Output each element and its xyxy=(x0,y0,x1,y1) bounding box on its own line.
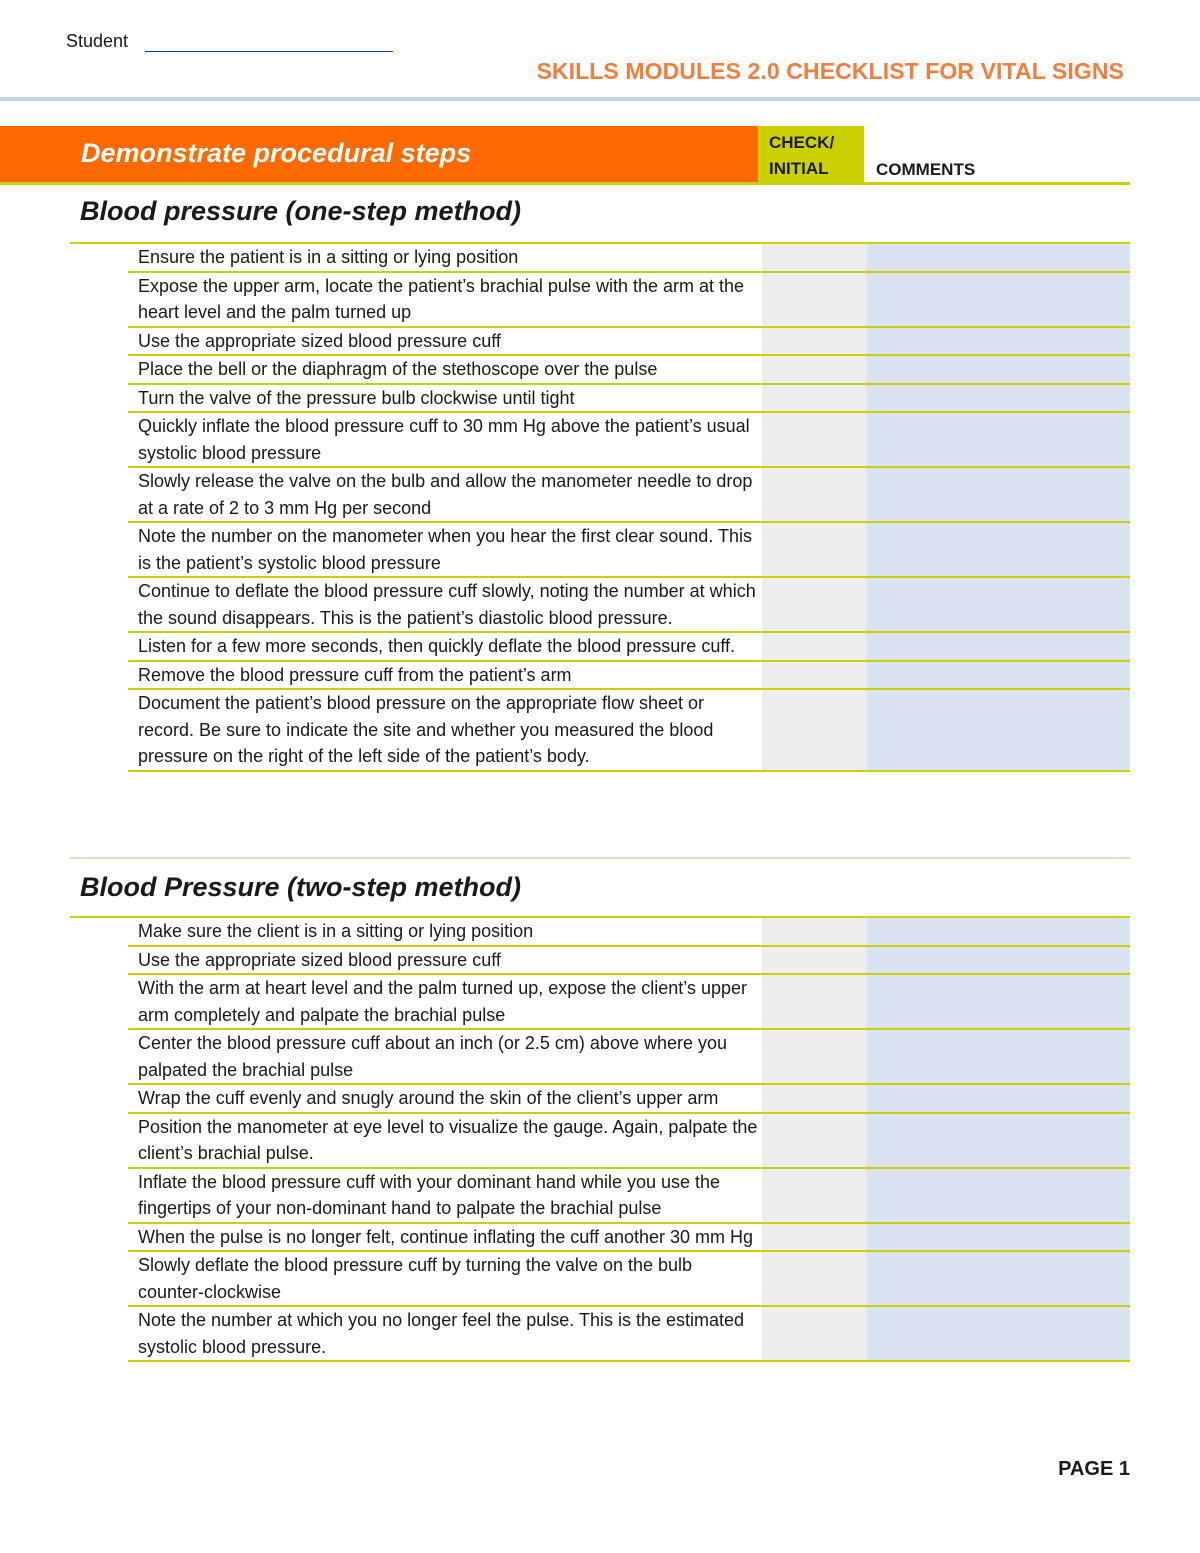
section-title: Blood Pressure (two-step method) xyxy=(80,872,522,902)
comment-cell[interactable] xyxy=(867,578,1130,631)
comment-cell[interactable] xyxy=(867,328,1130,355)
check-initial-cell[interactable] xyxy=(762,662,867,689)
section-one-step xyxy=(70,186,1130,772)
check-initial-cell[interactable] xyxy=(762,1169,867,1222)
step-text: Place the bell or the diaphragm of the stethoscope over the pulse xyxy=(138,359,658,379)
step-row xyxy=(128,633,1130,662)
step-text: Slowly release the valve on the bulb and allow the manometer needle to drop at a rate of 2 to 3 mm Hg per second xyxy=(138,471,753,518)
step-row xyxy=(128,356,1130,385)
comment-cell[interactable] xyxy=(867,356,1130,383)
section-title-container xyxy=(70,186,1130,242)
student-label: Student xyxy=(66,31,129,51)
procedure-banner xyxy=(0,126,758,182)
page-number: PAGE 1 xyxy=(1058,1458,1130,1480)
step-row xyxy=(128,662,1130,691)
step-text: Ensure the patient is in a sitting or lying position xyxy=(138,247,519,267)
step-row xyxy=(128,244,1130,273)
check-initial-cell[interactable] xyxy=(762,1307,867,1360)
section-two-step xyxy=(70,860,1130,1362)
comment-cell[interactable] xyxy=(867,273,1130,326)
comment-cell[interactable] xyxy=(867,468,1130,521)
step-text: Use the appropriate sized blood pressure cuff xyxy=(138,949,501,970)
step-text: Listen for a few more seconds, then quickly deflate the blood pressure cuff. xyxy=(138,636,736,656)
comment-cell[interactable] xyxy=(867,690,1130,770)
header-divider xyxy=(0,97,1200,101)
step-text: Remove the blood pressure cuff from the patient’s arm xyxy=(138,664,572,685)
step-row xyxy=(128,578,1130,633)
comment-cell[interactable] xyxy=(867,947,1130,974)
check-initial-cell[interactable] xyxy=(762,328,867,355)
step-text: Center the blood pressure cuff about an inch (or 2.5 cm) above where you palpated the brachial pulse xyxy=(138,1033,728,1080)
step-row xyxy=(128,975,1130,1030)
section-title-container xyxy=(70,860,1130,916)
check-initial-cell[interactable] xyxy=(762,468,867,521)
section-separator xyxy=(70,857,1130,859)
step-text: Note the number at which you no longer feel the pulse. This is the estimated systolic blood pressure. xyxy=(138,1310,745,1357)
check-initial-cell[interactable] xyxy=(762,413,867,466)
comment-cell[interactable] xyxy=(867,1030,1130,1083)
step-row xyxy=(128,690,1130,772)
comment-cell[interactable] xyxy=(867,918,1130,945)
check-initial-cell[interactable] xyxy=(762,690,867,770)
step-text: Note the number on the manometer when you hear the first clear sound. This is the patient’s systolic blood pressure xyxy=(138,526,753,573)
step-row xyxy=(128,468,1130,523)
comment-cell[interactable] xyxy=(867,975,1130,1028)
check-initial-cell[interactable] xyxy=(762,947,867,974)
step-text: Inflate the blood pressure cuff with your dominant hand while you use the fingertips of your non-dominant hand to palpate the brachial pulse xyxy=(138,1171,721,1218)
step-list xyxy=(128,244,1130,772)
step-row xyxy=(128,328,1130,357)
check-initial-header xyxy=(758,126,864,182)
step-list xyxy=(128,918,1130,1362)
step-row xyxy=(128,947,1130,976)
step-text: Document the patient’s blood pressure on the appropriate flow sheet or record. Be sure to indicate the site and whether you measured the blood pressure on the right of the left side of the patient’s body. xyxy=(138,693,714,766)
step-text: Turn the valve of the pressure bulb clockwise until tight xyxy=(138,387,575,408)
check-initial-cell[interactable] xyxy=(762,523,867,576)
document-title: SKILLS MODULES 2.0 CHECKLIST FOR VITAL SIGNS xyxy=(536,58,1124,84)
check-initial-cell[interactable] xyxy=(762,918,867,945)
step-row xyxy=(128,1114,1130,1169)
check-initial-label: CHECK/ INITIAL xyxy=(769,133,835,178)
comment-cell[interactable] xyxy=(867,1307,1130,1360)
step-text: Slowly deflate the blood pressure cuff by turning the valve on the bulb counter-clockwise xyxy=(138,1255,693,1302)
comments-header: COMMENTS xyxy=(876,160,976,179)
step-row xyxy=(128,413,1130,468)
check-initial-cell[interactable] xyxy=(762,244,867,271)
check-initial-cell[interactable] xyxy=(762,578,867,631)
step-text: Position the manometer at eye level to visualize the gauge. Again, palpate the client’s brachial pulse. xyxy=(138,1116,758,1163)
comment-cell[interactable] xyxy=(867,1252,1130,1305)
check-initial-cell[interactable] xyxy=(762,1085,867,1112)
check-initial-cell[interactable] xyxy=(762,633,867,660)
student-name-line[interactable] xyxy=(145,51,393,52)
check-initial-cell[interactable] xyxy=(762,975,867,1028)
step-row xyxy=(128,1224,1130,1253)
step-text: Continue to deflate the blood pressure cuff slowly, noting the number at which the sound disappears. This is the patient’s diastolic blood pressure. xyxy=(138,581,756,628)
banner-title: Demonstrate procedural steps xyxy=(81,138,472,168)
header-rule xyxy=(0,182,1130,185)
step-text: When the pulse is no longer felt, continue inflating the cuff another 30 mm Hg xyxy=(138,1226,754,1247)
check-initial-cell[interactable] xyxy=(762,1030,867,1083)
comment-cell[interactable] xyxy=(867,385,1130,412)
step-text: With the arm at heart level and the palm turned up, expose the client’s upper arm completely and palpate the brachial pulse xyxy=(138,978,748,1025)
step-row xyxy=(128,1169,1130,1224)
comment-cell[interactable] xyxy=(867,1169,1130,1222)
check-initial-cell[interactable] xyxy=(762,1224,867,1251)
section-title: Blood pressure (one-step method) xyxy=(80,196,522,226)
check-initial-cell[interactable] xyxy=(762,273,867,326)
step-row xyxy=(128,523,1130,578)
comment-cell[interactable] xyxy=(867,413,1130,466)
comment-cell[interactable] xyxy=(867,633,1130,660)
comment-cell[interactable] xyxy=(867,1114,1130,1167)
step-text: Use the appropriate sized blood pressure cuff xyxy=(138,330,501,351)
step-text: Quickly inflate the blood pressure cuff to 30 mm Hg above the patient’s usual systolic blood pressure xyxy=(138,416,750,463)
check-initial-cell[interactable] xyxy=(762,1114,867,1167)
check-initial-cell[interactable] xyxy=(762,356,867,383)
comment-cell[interactable] xyxy=(867,662,1130,689)
comment-cell[interactable] xyxy=(867,244,1130,271)
step-row xyxy=(128,385,1130,414)
comment-cell[interactable] xyxy=(867,523,1130,576)
step-row xyxy=(128,918,1130,947)
step-text: Wrap the cuff evenly and snugly around the skin of the client’s upper arm xyxy=(138,1088,719,1108)
step-text: Make sure the client is in a sitting or lying position xyxy=(138,921,534,941)
comment-cell[interactable] xyxy=(867,1224,1130,1251)
step-row xyxy=(128,1252,1130,1307)
comment-cell[interactable] xyxy=(867,1085,1130,1112)
check-initial-cell[interactable] xyxy=(762,385,867,412)
step-row xyxy=(128,1085,1130,1114)
step-row xyxy=(128,1030,1130,1085)
check-initial-cell[interactable] xyxy=(762,1252,867,1305)
step-text: Expose the upper arm, locate the patient’s brachial pulse with the arm at the heart level and the palm turned up xyxy=(138,275,745,322)
step-row xyxy=(128,1307,1130,1362)
step-row xyxy=(128,273,1130,328)
